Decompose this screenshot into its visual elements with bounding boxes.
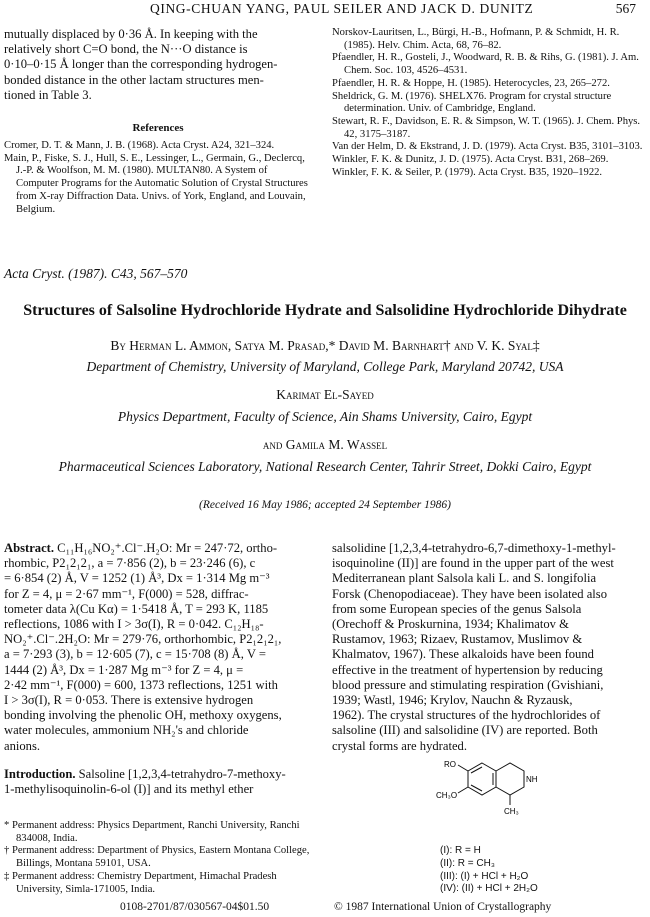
journal-citation: Acta Cryst. (1987). C43, 567–570 <box>4 266 188 281</box>
text-line: (Orechoff & Proskurnina, 1934; Khalimatov & <box>332 617 569 632</box>
benzene-ring <box>468 763 496 795</box>
text-line: blood pressure and stimulating respiration (Gvishiani, <box>332 677 604 692</box>
references-right <box>332 27 644 179</box>
text-line: bonding involving the phenolic OH, methoxy oxygens, <box>4 708 282 723</box>
ch3o-bond <box>458 787 468 793</box>
introduction <box>4 767 312 797</box>
author-3: and Gamila M. Wassel <box>262 437 388 452</box>
text-line: a = 7·293 (3), b = 12·605 (7), c = 15·708 (8) Å, V = <box>4 647 266 662</box>
abstract <box>4 541 312 754</box>
text-line: isoquinoline (II)] are found in the upper part of the west <box>332 556 614 571</box>
text-line: bonded distance in the other lactam structures men- <box>4 72 264 87</box>
caption-line: (III): (I) + HCl + H₂O <box>440 870 529 882</box>
abstract-label: Abstract. <box>4 541 55 555</box>
prev-article-body <box>4 27 312 103</box>
reference-item: Van der Helm, D. & Ekstrand, J. D. (1979). Acta Cryst. B35, 3101–3103. <box>332 141 643 153</box>
references-left <box>4 140 312 216</box>
author-2: Karimat El-Sayed <box>276 387 374 402</box>
received-dates: (Received 16 May 1986; accepted 24 September 1986) <box>199 499 451 511</box>
text-line: tioned in Table 3. <box>4 87 92 102</box>
reference-item: Stewart, R. F., Davidson, E. R. & Simpson, W. T. (1965). J. Chem. Phys. 42, 3175–3187. <box>332 115 641 140</box>
intro-continued <box>332 541 644 754</box>
running-header <box>0 0 650 20</box>
footnote-item: † Permanent address: Department of Physics, Eastern Montana College, Billings, Montana 59101, USA. <box>4 845 310 870</box>
reference-item: Main, P., Fiske, S. J., Hull, S. E., Lessinger, L., Germain, G., Declercq, J.-P. & Woolfson, M. M. (1980). MULTAN80. A System of Computer Programs for the Automatic Solution of Crystal Structures from X-ray Diffraction Data. Univs. of York, England, and Louvain, Belgium. <box>4 152 308 215</box>
text-line: Forsk (Chenopodiaceae). They have been isolated also <box>332 586 607 601</box>
isoquinoline-structure-diagram <box>430 755 550 825</box>
affiliation-3: Pharmaceutical Sciences Laboratory, National Research Center, Tahrir Street, Dokki Cairo, Egypt <box>58 459 592 474</box>
affiliation-1: Department of Chemistry, University of Maryland, College Park, Maryland 20742, USA <box>86 359 564 374</box>
text-line: relatively short C=O bond, the N···O distance is <box>4 42 248 57</box>
footnote-item: * Permanent address: Physics Department, Ranchi University, Ranchi 834008, India. <box>4 820 300 844</box>
text-line: NO₂⁺.Cl⁻.2H₂O: Mr = 279·76, orthorhombic, P2₁2₁2₁, <box>4 632 282 647</box>
text-line: I > 3σ(I), R = 0·053. There is extensive hydrogen <box>4 693 254 708</box>
text-line: mutually displaced by 0·36 Å. In keeping with the <box>4 27 258 41</box>
text-line: effective in the treatment of hypertension by reducing <box>332 662 603 677</box>
reference-item: Cromer, D. T. & Mann, J. B. (1968). Acta Cryst. A24, 321–324. <box>4 140 275 151</box>
text-line: Rustamov, 1963; Rizaev, Rustamov, Muslimov & <box>332 632 583 647</box>
references-heading: References <box>132 122 184 134</box>
copyright-notice: © 1987 International Union of Crystallography <box>334 901 552 913</box>
text-line: water molecules, ammonium NH₂'s and chloride <box>4 723 249 738</box>
reference-item: Pfaendler, H. R., Gosteli, J., Woodward, R. B. & Rihs, G. (1981). J. Am. Chem. Soc. 103, 4526–4531. <box>332 52 639 77</box>
reference-item: Winkler, F. K. & Dunitz, J. D. (1975). Acta Cryst. B31, 268–269. <box>332 154 609 166</box>
reference-item: Norskov-Lauritsen, L., Bürgi, H.-B., Hofmann, P. & Schmidt, H. R. (1985). Helv. Chim. Acta, 68, 76–82. <box>332 27 620 51</box>
text-line: Introduction. Salsoline [1,2,3,4-tetrahydro-7-methoxy- <box>4 767 286 781</box>
reference-item: Sheldrick, G. M. (1976). SHELX76. Program for crystal structure determination. Univ. of Cambridge, England. <box>332 90 612 115</box>
running-header-authors: QING-CHUAN YANG, PAUL SEILER AND JACK D. DUNITZ <box>150 1 534 16</box>
text-line: 1444 (2) Å³, Dx = 1·287 Mg m⁻³ for Z = 4, μ = <box>4 662 244 677</box>
introduction-label: Introduction. <box>4 767 76 781</box>
reference-item: Winkler, F. K. & Seiler, P. (1979). Acta Cryst. B35, 1920–1922. <box>332 166 603 178</box>
text-line: = 6·854 (2) Å, V = 1252 (1) Å³, Dx = 1·314 Mg m⁻³ <box>4 571 270 586</box>
author-byline: By Herman L. Ammon, Satya M. Prasad,* David M. Barnhart† and V. K. Syal‡ <box>110 338 540 353</box>
footnote-item: ‡ Permanent address: Chemistry Department, Himachal Pradesh University, Simla-171005, India. <box>4 870 277 895</box>
text-line: 0·10–0·15 Å longer than the corresponding hydrogen- <box>4 57 278 72</box>
atom-label-nh: NH <box>526 775 538 784</box>
text-line: from some European species of the genus Salsola <box>332 601 582 616</box>
text-line: crystal forms are hydrated. <box>332 738 467 753</box>
text-line: rhombic, P2₁2₁2₁, a = 7·856 (2), b = 23·246 (6), c <box>4 556 256 571</box>
ro-bond <box>458 765 468 771</box>
text-line: Abstract. C₁₁H₁₆NO₂⁺.Cl⁻.H₂O: Mr = 247·72, ortho- <box>4 541 278 555</box>
footnotes <box>4 820 312 896</box>
atom-label-ch3o: CH₃O <box>436 791 458 800</box>
page-number: 567 <box>615 1 636 16</box>
text-line: Mediterranean plant Salsola kali L. and S. longifolia <box>332 571 597 586</box>
reference-item: Pfaendler, H. R. & Hoppe, H. (1985). Heterocycles, 23, 265–272. <box>332 77 610 89</box>
text-line: tometer data λ(Cu Kα) = 1·5418 Å, T = 293 K, 1185 <box>4 601 269 616</box>
piperidine-ring <box>496 763 524 795</box>
text-line: reflections, 1086 with I > 3σ(I), R = 0·042. C₁₂H₁₈- <box>4 617 264 632</box>
text-line: salsoline (III) and salsolidine (IV) are reported. Both <box>332 723 598 738</box>
text-line: anions. <box>4 738 41 753</box>
text-line: 1-methylisoquinolin-6-ol (I)] and its methyl ether <box>4 782 254 797</box>
caption-line: (I): R = H <box>440 845 481 856</box>
caption-line: (IV): (II) + HCl + 2H₂O <box>440 883 538 895</box>
text-line: 1962). The crystal structures of the hydrochlorides of <box>332 708 601 723</box>
text-line: for Z = 4, μ = 2·67 mm⁻¹, F(000) = 528, diffrac- <box>4 586 249 601</box>
text-line: 1939; Wastl, 1946; Krylov, Nauchn & Ryzausk, <box>332 693 573 708</box>
article-title: Structures of Salsoline Hydrochloride Hydrate and Salsolidine Hydrochloride Dihydrate <box>23 302 627 319</box>
issn-code: 0108-2701/87/030567-04$01.50 <box>120 901 270 913</box>
text-line: Khalmatov, 1967). These alkaloids have been found <box>332 647 594 662</box>
text-line: salsolidine [1,2,3,4-tetrahydro-6,7-dimethoxy-1-methyl- <box>332 541 616 555</box>
atom-label-ro: RO <box>444 760 456 769</box>
atom-label-ch3: CH₃ <box>504 807 519 816</box>
text-line: 2·42 mm⁻¹, F(000) = 600, 1373 reflections, 1251 with <box>4 677 278 692</box>
structure-captions <box>440 845 620 896</box>
caption-line: (II): R = CH₃ <box>440 857 495 869</box>
affiliation-2: Physics Department, Faculty of Science, Ain Shams University, Cairo, Egypt <box>117 409 533 424</box>
